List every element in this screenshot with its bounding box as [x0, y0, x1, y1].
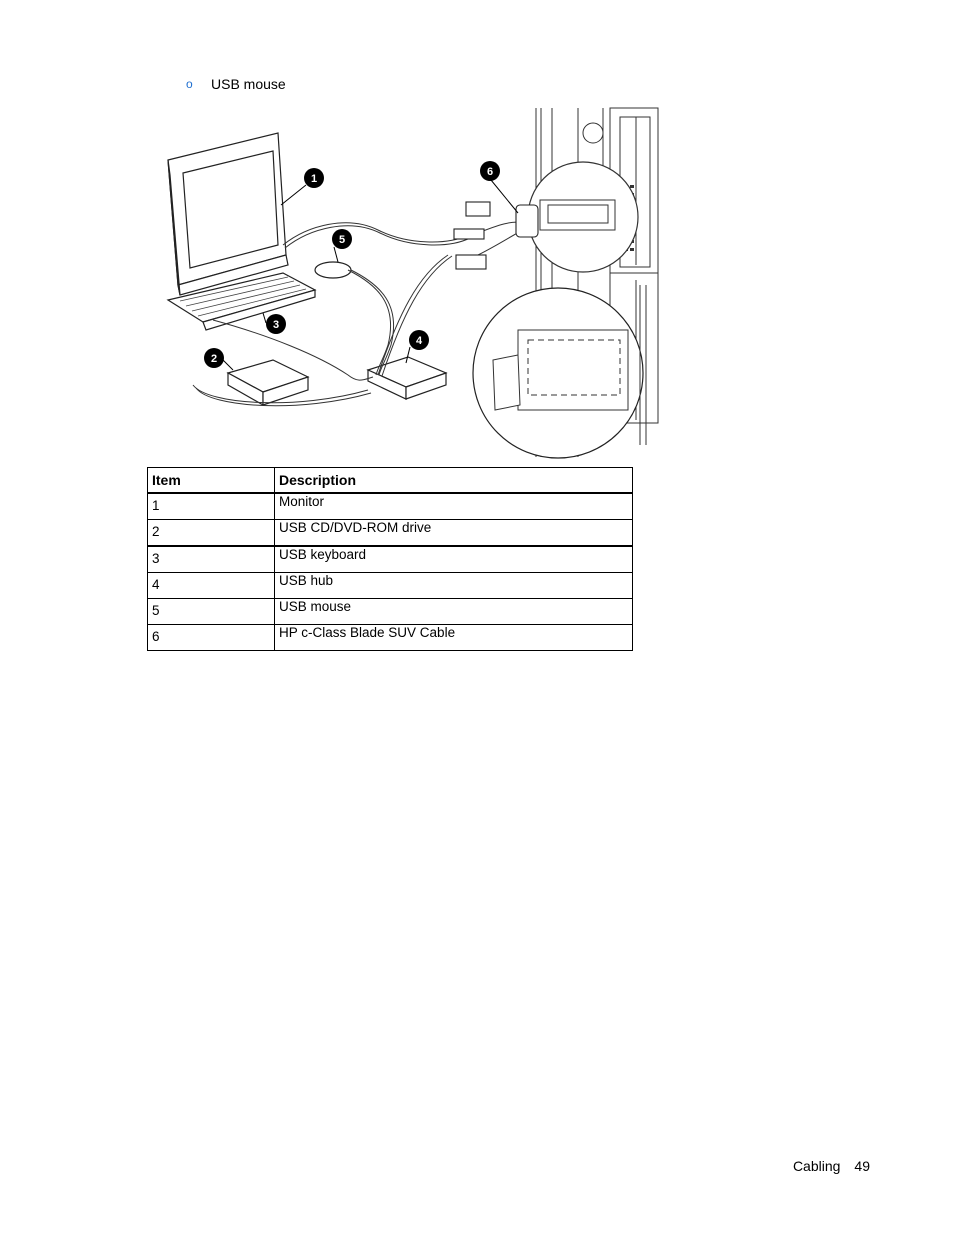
callout-2: [204, 348, 224, 368]
mouse: [315, 262, 351, 278]
table-row: [148, 493, 633, 520]
table-cell-item: 2: [148, 520, 275, 547]
table-row: [148, 520, 633, 547]
table-row: [148, 599, 633, 625]
footer-page-number: 49: [854, 1158, 870, 1174]
table-cell-item: 6: [148, 625, 275, 651]
table-header-row: [148, 468, 633, 494]
table-cell-description: USB hub: [275, 573, 633, 599]
callout-1: [304, 168, 324, 188]
callout-3-label: 3: [272, 319, 280, 331]
table-row: [148, 573, 633, 599]
cd-drive: [228, 360, 308, 405]
table-cell-description: USB mouse: [275, 599, 633, 625]
bullet-marker: o: [186, 77, 193, 91]
callout-2-label: 2: [210, 353, 218, 365]
callout-3: [266, 314, 286, 334]
table-cell-description: USB keyboard: [275, 546, 633, 573]
usb-hub: [368, 357, 446, 399]
bullet-text: USB mouse: [211, 76, 286, 92]
bullet-item: [186, 76, 286, 92]
table-cell-description: HP c-Class Blade SUV Cable: [275, 625, 633, 651]
component-table: [147, 467, 633, 651]
table-cell-item: 3: [148, 546, 275, 573]
monitor: [168, 133, 288, 295]
footer-section: Cabling: [792, 1158, 841, 1174]
callout-1-label: 1: [310, 173, 318, 185]
table-cell-description: USB CD/DVD-ROM drive: [275, 520, 633, 547]
table-cell-item: 1: [148, 493, 275, 520]
callout-4-label: 4: [415, 335, 423, 347]
callout-5: [332, 229, 352, 249]
table-row: [148, 625, 633, 651]
table-header-description: Description: [275, 468, 633, 494]
table-cell-item: 4: [148, 573, 275, 599]
callout-6: [480, 161, 500, 181]
table-row: [148, 546, 633, 573]
page-footer: [793, 1158, 870, 1174]
callout-6-label: 6: [486, 166, 494, 178]
cabling-diagram: [148, 105, 660, 460]
callout-5-label: 5: [338, 234, 346, 246]
callout-4: [409, 330, 429, 350]
table-header-item: Item: [148, 468, 275, 494]
table-cell-description: Monitor: [275, 493, 633, 520]
table-cell-item: 5: [148, 599, 275, 625]
